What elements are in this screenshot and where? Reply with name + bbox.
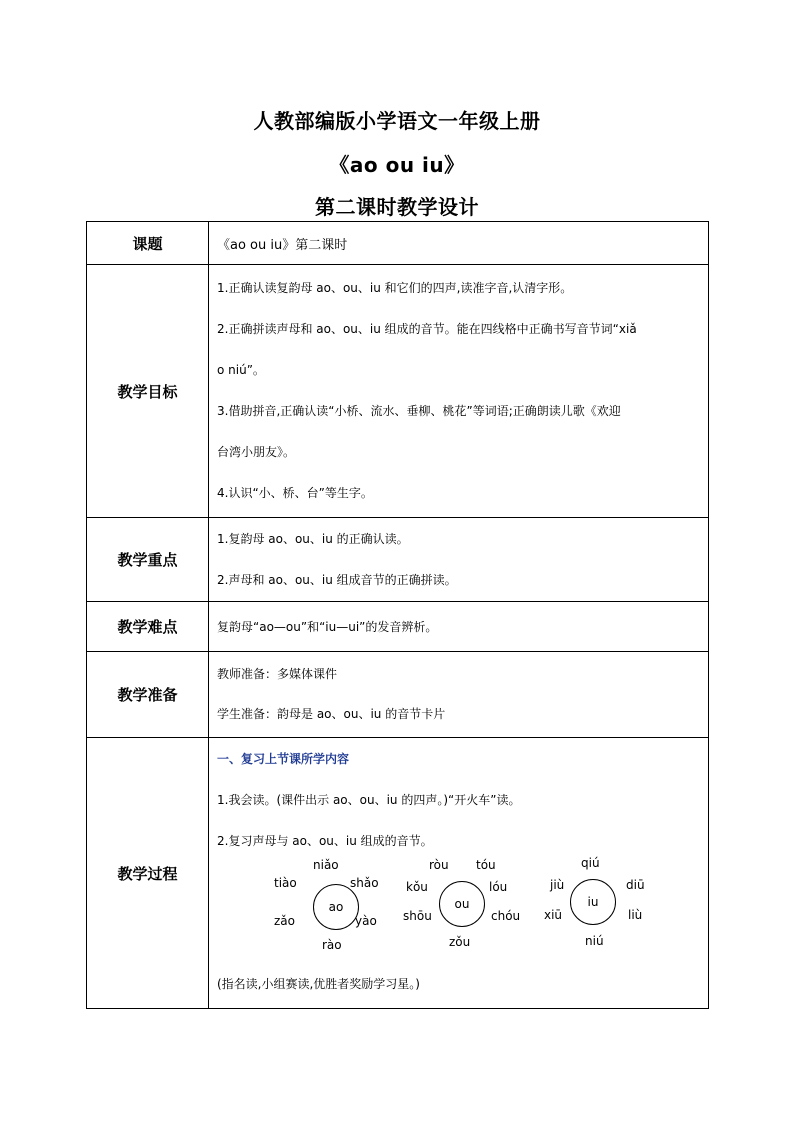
syllable: rào xyxy=(322,938,342,952)
process-content xyxy=(209,738,709,1009)
label-topic: 课题 xyxy=(87,222,209,265)
row-process xyxy=(87,738,709,1009)
syllable: qiú xyxy=(581,856,600,870)
syllable: xiū xyxy=(544,908,563,922)
process-note: (指名读,小组赛读,优胜者奖励学习星。) xyxy=(217,977,420,991)
key-point-item: 2.声母和 ao、ou、iu 组成音节的正确拼读。 xyxy=(217,573,457,587)
lesson-subtitle: 第二课时教学设计 xyxy=(315,195,479,219)
syllable: tiào xyxy=(274,876,297,890)
preparation-item: 学生准备：韵母是 ao、ou、iu 的音节卡片 xyxy=(217,707,446,721)
syllable: jiù xyxy=(550,878,565,892)
syllable: tóu xyxy=(476,858,496,872)
syllable: diū xyxy=(626,878,645,892)
goal-item: 3.借助拼音,正确认读“小桥、流水、垂柳、桃花”等词语;正确朗读儿歌《欢迎 xyxy=(217,404,621,418)
label-difficulty: 教学难点 xyxy=(87,602,209,652)
syllable: yào xyxy=(355,914,377,928)
preparation-content xyxy=(209,652,709,738)
label-key-points: 教学重点 xyxy=(87,518,209,602)
process-heading: 一、复习上节课所学内容 xyxy=(217,752,350,766)
syllable-circle-ou: ou xyxy=(439,881,485,927)
row-key-points xyxy=(87,518,709,602)
goal-item: o niú”。 xyxy=(217,363,265,377)
label-process: 教学过程 xyxy=(87,738,209,1009)
goal-item: 4.认识“小、桥、台”等生字。 xyxy=(217,486,373,500)
syllable: shōu xyxy=(403,909,432,923)
goal-item: 1.正确认读复韵母 ao、ou、iu 和它们的四声,读准字音,认清字形。 xyxy=(217,281,573,295)
syllable-circles xyxy=(217,850,700,975)
preparation-item: 教师准备：多媒体课件 xyxy=(217,667,338,681)
syllable: liù xyxy=(628,908,643,922)
syllable: kǒu xyxy=(406,880,428,894)
syllable: chóu xyxy=(491,909,521,923)
syllable: zǒu xyxy=(449,935,471,949)
syllable: zǎo xyxy=(274,914,295,928)
syllable: lóu xyxy=(489,880,508,894)
label-preparation: 教学准备 xyxy=(87,652,209,738)
row-preparation xyxy=(87,652,709,738)
syllable-circle-ao: ao xyxy=(313,884,359,930)
label-goals: 教学目标 xyxy=(87,265,209,518)
difficulty-content: 复韵母“ao—ou”和“iu—ui”的发音辨析。 xyxy=(209,602,709,652)
topic-value: 《ao ou iu》第二课时 xyxy=(209,222,709,265)
row-topic xyxy=(87,222,709,265)
document-title: 人教部编版小学语文一年级上册 xyxy=(253,109,541,133)
goals-content xyxy=(209,265,709,518)
goal-item: 台湾小朋友》。 xyxy=(217,445,296,459)
goal-item: 2.正确拼读声母和 ao、ou、iu 组成的音节。能在四线格中正确书写音节词“xiǎ xyxy=(217,322,637,336)
syllable: ròu xyxy=(429,858,449,872)
syllable: shǎo xyxy=(350,876,379,890)
row-goals xyxy=(87,265,709,518)
key-points-content xyxy=(209,518,709,602)
syllable: niǎo xyxy=(313,858,339,872)
lesson-name: 《ao ou iu》 xyxy=(329,153,465,177)
process-item: 2.复习声母与 ao、ou、iu 组成的音节。 xyxy=(217,834,433,848)
syllable-circle-iu: iu xyxy=(570,879,616,925)
lesson-plan-table xyxy=(86,221,709,1009)
syllable: niú xyxy=(585,934,604,948)
key-point-item: 1.复韵母 ao、ou、iu 的正确认读。 xyxy=(217,532,409,546)
process-item: 1.我会读。(课件出示 ao、ou、iu 的四声。)“开火车”读。 xyxy=(217,793,521,807)
row-difficulty xyxy=(87,602,709,652)
